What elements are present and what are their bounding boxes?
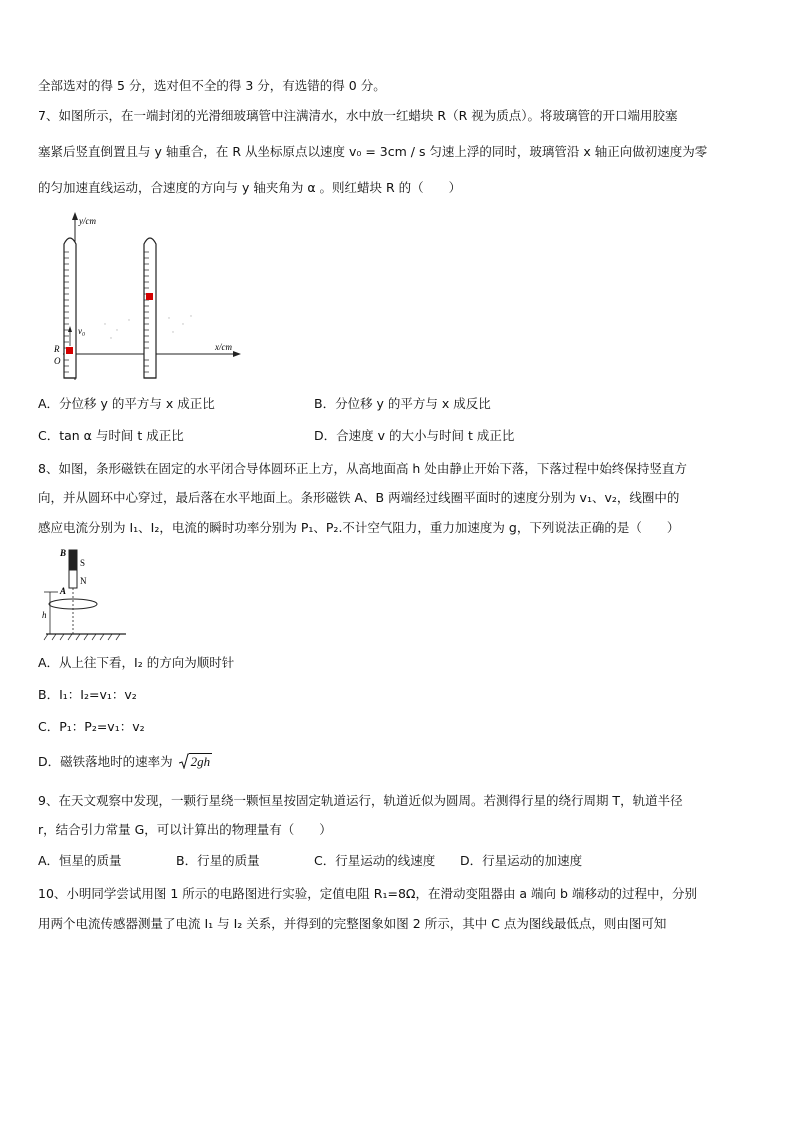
height-h-label: h <box>42 610 47 620</box>
q7-text-line-3: 的匀加速直线运动，合速度的方向与 y 轴夹角为 α 。则红蜡块 R 的（ ） <box>38 180 462 195</box>
q7-option-a[interactable]: A．分位移 y 的平方与 x 成正比 <box>38 396 215 411</box>
q9-option-a[interactable]: A．恒星的质量 <box>38 853 122 868</box>
q8-option-c[interactable]: C．P₁：P₂=v₁：v₂ <box>38 719 145 734</box>
sqrt-symbol <box>179 753 189 769</box>
q7-text-line-1: 7、如图所示，在一端封闭的光滑细玻璃管中注满清水，水中放一红蜡块 R（R 视为质点）。将玻璃管的开口端用胶塞 <box>38 108 678 123</box>
q9-text-line-2: r，结合引力常量 G，可以计算出的物理量有（ ） <box>38 822 332 837</box>
q7-option-d[interactable]: D．合速度 v 的大小与时间 t 成正比 <box>314 428 515 443</box>
bar-magnet-bottom <box>69 570 77 588</box>
x-axis-arrow <box>233 351 241 357</box>
v0-label: v₀ <box>78 326 86 336</box>
origin-label: O <box>54 356 61 366</box>
x-axis-label: x/cm <box>215 342 232 352</box>
q7-glass-tube-figure <box>45 212 245 384</box>
q8-magnet-ring-figure <box>38 546 128 644</box>
q8-option-a[interactable]: A．从上往下看，I₂ 的方向为顺时针 <box>38 655 235 670</box>
q7-text-line-2: 塞紧后竖直倒置且与 y 轴重合，在 R 从坐标原点以速度 v₀ = 3cm / s 匀速上浮的同时，玻璃管沿 x 轴正向做初速度为零 <box>38 144 708 159</box>
q8-text-line-3: 感应电流分别为 I₁、I₂，电流的瞬时功率分别为 P₁、P₂.不计空气阻力，重力加速度为 g，下列说法正确的是（ ） <box>38 520 680 535</box>
tube-right <box>144 238 156 378</box>
y-axis-arrow <box>72 212 78 220</box>
magnet-N-label: N <box>80 576 87 586</box>
magnet-end-A-label: A <box>60 586 67 596</box>
q9-option-d[interactable]: D．行星运动的加速度 <box>460 853 583 868</box>
bar-magnet-top <box>69 550 77 570</box>
red-wax-block-later <box>146 293 153 300</box>
y-axis-label: y/cm <box>79 216 96 226</box>
q8-option-d[interactable] <box>38 753 212 770</box>
q8-option-b[interactable]: B．I₁：I₂=v₁：v₂ <box>38 687 137 702</box>
q8-option-d-formula: 2gh <box>190 754 211 769</box>
q8-text-line-2: 向，并从圆环中心穿过，最后落在水平地面上。条形磁铁 A、B 两端经过线圈平面时的速度分别为 v₁、v₂，线圈中的 <box>38 490 680 505</box>
q10-text-line-1: 10、小明同学尝试用图 1 所示的电路图进行实验，定值电阻 R₁=8Ω，在滑动变阻器由 a 端向 b 端移动的过程中，分别 <box>38 886 697 901</box>
tube-left <box>64 238 76 378</box>
q9-option-c[interactable]: C．行星运动的线速度 <box>314 853 436 868</box>
q9-option-b[interactable]: B．行星的质量 <box>176 853 260 868</box>
red-wax-block-start <box>66 347 73 354</box>
q8-option-d-text: D．磁铁落地时的速率为 <box>38 754 173 769</box>
magnet-S-label: S <box>80 558 86 568</box>
R-label: R <box>54 344 60 354</box>
q8-text-line-1: 8、如图，条形磁铁在固定的水平闭合导体圆环正上方，从高地面高 h 处由静止开始下落，下落过程中始终保持竖直方 <box>38 461 687 476</box>
q10-text-line-2: 用两个电流传感器测量了电流 I₁ 与 I₂ 关系，并得到的完整图象如图 2 所示，其中 C 点为图线最低点，则由图可知 <box>38 916 667 931</box>
q7-option-b[interactable]: B．分位移 y 的平方与 x 成反比 <box>314 396 491 411</box>
q7-option-c[interactable]: C．tan α 与时间 t 成正比 <box>38 428 184 443</box>
magnet-end-B-label: B <box>60 548 67 558</box>
q9-text-line-1: 9、在天文观察中发现，一颗行星绕一颗恒星按固定轨道运行，轨道近似为圆周。若测得行星的绕行周期 T，轨道半径 <box>38 793 683 808</box>
scoring-instruction: 全部选对的得 5 分，选对但不全的得 3 分，有选错的得 0 分。 <box>38 78 386 93</box>
